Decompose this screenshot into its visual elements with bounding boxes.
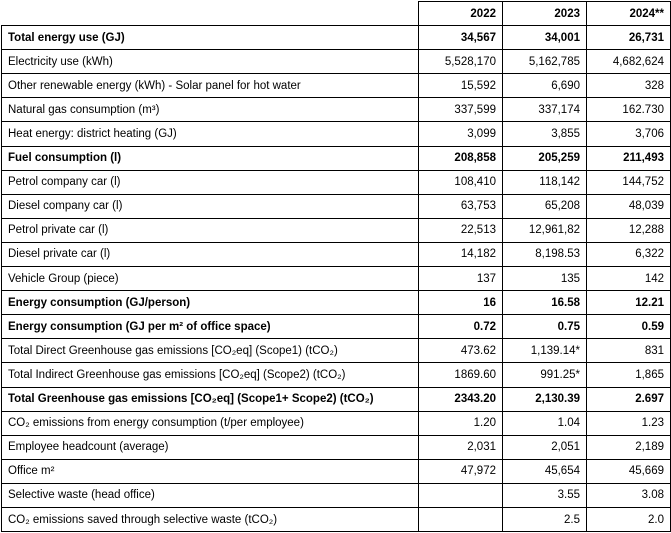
table-row xyxy=(2,435,671,459)
row-label: Diesel company car (l) xyxy=(2,194,419,218)
cell-value xyxy=(419,507,503,531)
column-header-2023: 2023 xyxy=(503,2,587,26)
cell-value: 16 xyxy=(419,291,503,315)
row-label: Heat energy: district heating (GJ) xyxy=(2,122,419,146)
cell-value: 1.20 xyxy=(419,411,503,435)
row-label: CO₂ emissions from energy consumption (t/per employee) xyxy=(2,411,419,435)
cell-value: 142 xyxy=(587,267,671,291)
row-label: Selective waste (head office) xyxy=(2,483,419,507)
row-label: Total energy use (GJ) xyxy=(2,26,419,50)
cell-value: 5,528,170 xyxy=(419,50,503,74)
row-label: Employee headcount (average) xyxy=(2,435,419,459)
table-row xyxy=(2,267,671,291)
cell-value: 1.23 xyxy=(587,411,671,435)
cell-value: 144,752 xyxy=(587,170,671,194)
cell-value: 48,039 xyxy=(587,194,671,218)
row-label: Energy consumption (GJ/person) xyxy=(2,291,419,315)
row-label: Office m² xyxy=(2,459,419,483)
cell-value: 47,972 xyxy=(419,459,503,483)
row-label: Fuel consumption (l) xyxy=(2,146,419,170)
cell-value: 108,410 xyxy=(419,170,503,194)
cell-value: 3,099 xyxy=(419,122,503,146)
cell-value: 5,162,785 xyxy=(503,50,587,74)
cell-value: 208,858 xyxy=(419,146,503,170)
cell-value: 991.25* xyxy=(503,363,587,387)
sustainability-report-table xyxy=(0,1,671,532)
cell-value: 3,855 xyxy=(503,122,587,146)
cell-value: 45,669 xyxy=(587,459,671,483)
cell-value: 12.21 xyxy=(587,291,671,315)
cell-value: 137 xyxy=(419,267,503,291)
header-row xyxy=(2,2,671,26)
table-row xyxy=(2,507,671,531)
row-label: Vehicle Group (piece) xyxy=(2,267,419,291)
cell-value: 2343.20 xyxy=(419,387,503,411)
cell-value: 2,130.39 xyxy=(503,387,587,411)
cell-value: 2,189 xyxy=(587,435,671,459)
cell-value: 1,865 xyxy=(587,363,671,387)
cell-value: 135 xyxy=(503,267,587,291)
cell-value: 831 xyxy=(587,339,671,363)
table-row xyxy=(2,459,671,483)
cell-value: 15,592 xyxy=(419,74,503,98)
table-row xyxy=(2,218,671,242)
cell-value: 0.59 xyxy=(587,315,671,339)
cell-value: 211,493 xyxy=(587,146,671,170)
cell-value: 26,731 xyxy=(587,26,671,50)
column-header-2022: 2022 xyxy=(419,2,503,26)
row-label: Energy consumption (GJ per m² of office space) xyxy=(2,315,419,339)
row-label: Petrol company car (l) xyxy=(2,170,419,194)
cell-value: 2,051 xyxy=(503,435,587,459)
table-row xyxy=(2,411,671,435)
table-row xyxy=(2,74,671,98)
row-label: CO₂ emissions saved through selective waste (tCO₂) xyxy=(2,507,419,531)
row-label: Total Greenhouse gas emissions [CO₂eq] (Scope1+ Scope2) (tCO₂) xyxy=(2,387,419,411)
cell-value: 118,142 xyxy=(503,170,587,194)
cell-value: 63,753 xyxy=(419,194,503,218)
table-row xyxy=(2,315,671,339)
cell-value: 3.55 xyxy=(503,483,587,507)
row-label: Diesel private car (l) xyxy=(2,242,419,266)
cell-value: 12,961,82 xyxy=(503,218,587,242)
cell-value: 337,174 xyxy=(503,98,587,122)
cell-value: 1.04 xyxy=(503,411,587,435)
cell-value: 337,599 xyxy=(419,98,503,122)
row-label: Total Indirect Greenhouse gas emissions [CO₂eq] (Scope2) (tCO₂) xyxy=(2,363,419,387)
table-row xyxy=(2,483,671,507)
cell-value: 2.5 xyxy=(503,507,587,531)
table-row xyxy=(2,363,671,387)
cell-value: 205,259 xyxy=(503,146,587,170)
table-row xyxy=(2,26,671,50)
cell-value: 6,322 xyxy=(587,242,671,266)
cell-value: 16.58 xyxy=(503,291,587,315)
cell-value: 8,198.53 xyxy=(503,242,587,266)
cell-value: 0.75 xyxy=(503,315,587,339)
table-row xyxy=(2,242,671,266)
cell-value: 65,208 xyxy=(503,194,587,218)
cell-value xyxy=(419,483,503,507)
cell-value: 1869.60 xyxy=(419,363,503,387)
cell-value: 1,139.14* xyxy=(503,339,587,363)
column-header-2024: 2024** xyxy=(587,2,671,26)
cell-value: 328 xyxy=(587,74,671,98)
cell-value: 12,288 xyxy=(587,218,671,242)
cell-value: 473.62 xyxy=(419,339,503,363)
row-label: Petrol private car (l) xyxy=(2,218,419,242)
table-row xyxy=(2,50,671,74)
table-row xyxy=(2,146,671,170)
row-label: Other renewable energy (kWh) - Solar panel for hot water xyxy=(2,74,419,98)
cell-value: 162.730 xyxy=(587,98,671,122)
row-label: Natural gas consumption (m³) xyxy=(2,98,419,122)
cell-value: 45,654 xyxy=(503,459,587,483)
table-row xyxy=(2,122,671,146)
table-row xyxy=(2,339,671,363)
cell-value: 34,567 xyxy=(419,26,503,50)
cell-value: 6,690 xyxy=(503,74,587,98)
table-row xyxy=(2,387,671,411)
table-row xyxy=(2,194,671,218)
cell-value: 34,001 xyxy=(503,26,587,50)
cell-value: 3,706 xyxy=(587,122,671,146)
cell-value: 4,682,624 xyxy=(587,50,671,74)
cell-value: 2.0 xyxy=(587,507,671,531)
energy-emissions-table xyxy=(1,1,671,532)
corner-cell xyxy=(2,2,419,26)
cell-value: 0.72 xyxy=(419,315,503,339)
table-row xyxy=(2,98,671,122)
cell-value: 14,182 xyxy=(419,242,503,266)
cell-value: 3.08 xyxy=(587,483,671,507)
table-row xyxy=(2,170,671,194)
cell-value: 22,513 xyxy=(419,218,503,242)
cell-value: 2,031 xyxy=(419,435,503,459)
row-label: Electricity use (kWh) xyxy=(2,50,419,74)
table-row xyxy=(2,291,671,315)
cell-value: 2.697 xyxy=(587,387,671,411)
row-label: Total Direct Greenhouse gas emissions [CO₂eq] (Scope1) (tCO₂) xyxy=(2,339,419,363)
